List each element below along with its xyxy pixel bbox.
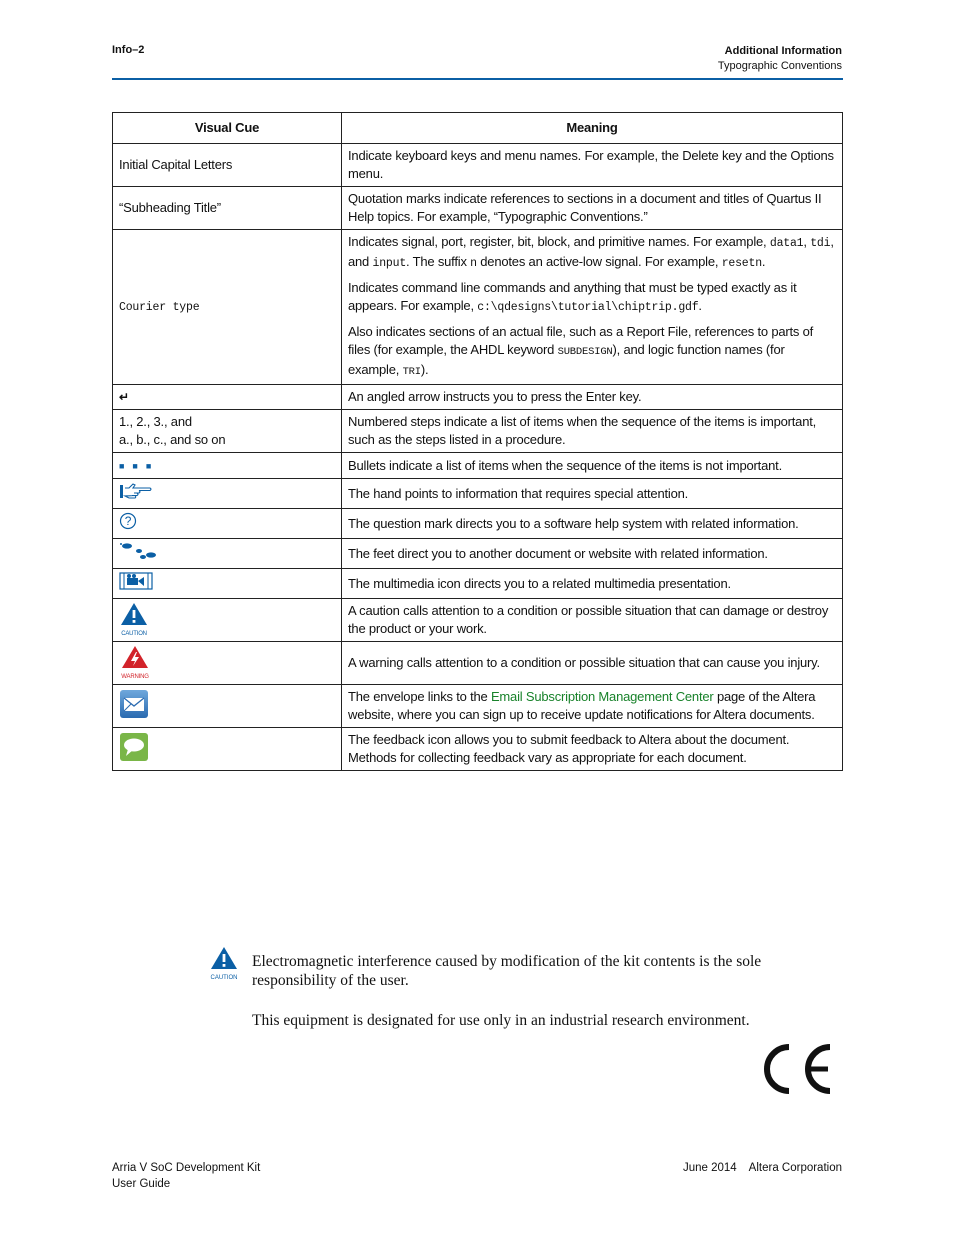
email-subscription-link[interactable]: Email Subscription Management Center: [490, 689, 714, 704]
caution-triangle-icon: [119, 602, 149, 638]
table-row: [113, 479, 843, 509]
meaning-numbered-steps: Numbered steps indicate a list of items when the sequence of the items is important, such as the steps listed in a procedure.: [342, 410, 843, 453]
code-subdesign: SUBDESIGN: [557, 346, 613, 358]
footer-company: Altera Corporation: [748, 1162, 842, 1174]
meaning-question: The question mark directs you to a software help system with related information.: [342, 509, 843, 539]
table-row: [113, 509, 843, 539]
table-row: [113, 144, 843, 187]
section-title: Additional Information: [724, 45, 842, 57]
meaning-feedback: The feedback icon allows you to submit feedback to Altera about the document. Methods for collecting feedback vary as appropriate for each document.: [342, 728, 843, 771]
code-data1: data1: [769, 237, 804, 250]
cue-hand: [113, 479, 342, 509]
enter-arrow-icon: ↵: [119, 390, 129, 404]
cue-bullets: [113, 453, 342, 479]
header-rule: [112, 78, 843, 80]
text: denotes an active-low signal. For example,: [476, 254, 722, 269]
cue-caution: [113, 599, 342, 642]
cue-feet: [113, 539, 342, 569]
meaning-bullets: Bullets indicate a list of items when the sequence of the items is not important.: [342, 453, 843, 479]
meaning-multimedia: The multimedia icon directs you to a related multimedia presentation.: [342, 569, 843, 599]
meaning-envelope: [342, 685, 843, 728]
bullet-squares-icon: ■ ■ ■: [119, 461, 153, 471]
caution-label: CAUTION: [121, 631, 147, 637]
steps-line-2: a., b., c., and so on: [119, 432, 226, 447]
meaning-initial-capitals: Indicate keyboard keys and menu names. For example, the Delete key and the Options menu.: [342, 144, 843, 187]
table-row: [113, 728, 843, 771]
emi-note: [252, 952, 842, 1051]
text: page of the Altera website, where you can sign up to receive update notifications for Altera documents.: [348, 689, 816, 722]
cue-multimedia: [113, 569, 342, 599]
subsection-title: Typographic Conventions: [717, 60, 842, 72]
text: .: [761, 254, 766, 269]
footprints-icon: [119, 542, 159, 565]
meaning-enter-arrow: An angled arrow instructs you to press the Enter key.: [342, 385, 843, 410]
cue-enter-arrow: [113, 385, 342, 410]
courier-type-sample: Courier type: [119, 301, 200, 314]
code-n: n: [470, 257, 477, 270]
page-number: Info–2: [112, 44, 145, 56]
caution-note-label: CAUTION: [210, 975, 238, 981]
meaning-hand: The hand points to information that requires special attention.: [342, 479, 843, 509]
meaning-caution: A caution calls attention to a condition or possible situation that can damage or destroy the product or your work.: [342, 599, 843, 642]
ce-mark-logo: [756, 1041, 834, 1102]
cue-feedback: [113, 728, 342, 771]
svg-text:?: ?: [124, 514, 132, 528]
code-resetn: resetn: [721, 257, 762, 270]
running-header: [718, 44, 842, 74]
table-row: [113, 539, 843, 569]
envelope-icon: [119, 689, 149, 724]
text: ,: [803, 234, 811, 249]
meaning-warning: A warning calls attention to a condition or possible situation that can cause you injury.: [342, 642, 843, 685]
cue-numbered-steps: [113, 410, 342, 453]
text: . The suffix: [406, 254, 471, 269]
column-header-meaning: Meaning: [342, 113, 843, 144]
table-row: [113, 230, 843, 385]
cue-initial-capitals: Initial Capital Letters: [113, 144, 342, 187]
table-row: [113, 685, 843, 728]
cue-warning: [113, 642, 342, 685]
table-row: [113, 599, 843, 642]
courier-paragraph-3: [348, 323, 836, 381]
caution-note-icon: [207, 946, 241, 982]
text: , and: [348, 234, 834, 269]
table-row: [113, 453, 843, 479]
cue-courier-type: [113, 230, 342, 385]
emi-note-line-2: This equipment is designated for use only in an industrial research environment.: [252, 1012, 750, 1029]
code-path: c:\qdesigns\tutorial\chiptrip.gdf: [477, 301, 699, 314]
code-input: input: [372, 257, 407, 270]
table-row: [113, 569, 843, 599]
pointing-hand-icon: [119, 482, 153, 505]
cue-envelope: [113, 685, 342, 728]
courier-paragraph-1: [348, 233, 836, 273]
cue-question: [113, 509, 342, 539]
table-row: [113, 187, 843, 230]
emi-note-line-1: Electromagnetic interference caused by modification of the kit contents is the sole responsibility of the user.: [252, 953, 762, 989]
courier-paragraph-2: [348, 279, 836, 317]
code-tri: TRI: [402, 366, 421, 378]
footer-doc-title: Arria V SoC Development Kit: [112, 1162, 261, 1174]
meaning-subheading-title: Quotation marks indicate references to sections in a document and titles of Quartus II Help topics. For example, “Typographic Conventions.”: [342, 187, 843, 230]
warning-triangle-icon: [119, 645, 151, 681]
text: The envelope links to the: [348, 689, 491, 704]
code-tdi: tdi: [810, 237, 831, 250]
cue-subheading-title: “Subheading Title”: [113, 187, 342, 230]
warning-label: WARNING: [121, 674, 149, 680]
conventions-table: [112, 112, 843, 771]
footer-left: [112, 1160, 260, 1192]
table-header-row: [113, 113, 843, 144]
speech-bubble-icon: [119, 732, 149, 767]
text: Indicates signal, port, register, bit, block, and primitive names. For example,: [348, 234, 770, 249]
text: Indicates command line commands and anything that must be typed exactly as it appears. For example,: [348, 280, 797, 313]
text: .: [698, 298, 702, 313]
footer-right: [683, 1160, 842, 1176]
question-mark-icon: [119, 512, 137, 535]
text: Also indicates sections of an actual file, such as a Report File, references to parts of files (for example, the AHDL keyword: [348, 324, 814, 357]
meaning-feet: The feet direct you to another document or website with related information.: [342, 539, 843, 569]
meaning-courier-type: [342, 230, 843, 385]
steps-line-1: 1., 2., 3., and: [119, 414, 192, 429]
table-row: [113, 642, 843, 685]
footer-doc-type: User Guide: [112, 1178, 171, 1190]
footer-date: June 2014: [682, 1162, 737, 1174]
table-row: [113, 385, 843, 410]
text: ), and logic function names (for example,: [348, 342, 785, 377]
text: ).: [420, 362, 429, 377]
table-row: [113, 410, 843, 453]
film-camera-icon: [119, 572, 153, 595]
column-header-visual-cue: Visual Cue: [113, 113, 342, 144]
